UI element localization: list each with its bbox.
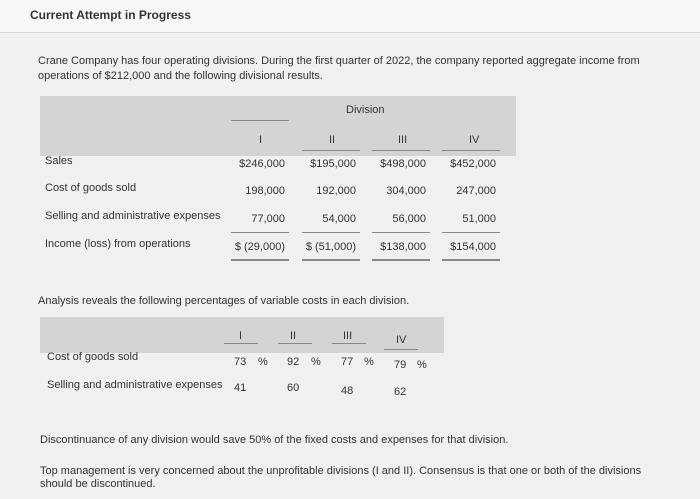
col-header-iii: III [398, 134, 408, 146]
cell-income-ii: $ (51,000) [305, 241, 356, 253]
cell-sa-i: 77,000 [251, 213, 285, 225]
division-label: Division [346, 104, 385, 116]
t2-cogs-iv: 79 [394, 359, 407, 371]
t2-header-rule-ii [278, 343, 312, 344]
attempt-header [0, 0, 700, 33]
t2-cogs-iii: 77 [341, 356, 354, 368]
t2-sa-iii: 48 [341, 385, 354, 397]
t2-sa-ii: 60 [287, 382, 300, 394]
t2-col-header-iii: III [343, 330, 353, 342]
cell-sa-iv: 51,000 [462, 213, 496, 225]
cell-cogs-ii: 192,000 [316, 185, 356, 197]
col-header-rule-i [231, 120, 289, 121]
t2-col-header-ii: II [290, 330, 297, 342]
t2-header-rule-iii [332, 343, 366, 344]
cell-sales-iv: $452,000 [450, 158, 496, 170]
subtotal-rule-ii [302, 232, 360, 233]
t2-cogs-iv-percent: % [417, 359, 427, 371]
cell-sales-i: $246,000 [239, 158, 285, 170]
problem-intro: Crane Company has four operating divisions. During the first quarter of 2022, the company reported aggregate income from operations of $212,000 and the following divisional results. [38, 55, 640, 82]
cell-cogs-iv: 247,000 [456, 185, 496, 197]
cell-income-iii: $138,000 [380, 241, 426, 253]
cell-income-i: $ (29,000) [234, 241, 285, 253]
col-header-rule-ii [302, 150, 360, 151]
total-rule-iv [442, 259, 500, 261]
t2-row-label-selling-admin: Selling and administrative expenses [47, 379, 223, 391]
cell-cogs-i: 198,000 [245, 185, 285, 197]
row-label-selling-admin: Selling and administrative expenses [45, 210, 221, 222]
col-header-ii: II [329, 134, 336, 146]
col-header-rule-iii [372, 150, 430, 151]
footer-note-management: Top management is very concerned about the unprofitable divisions (I and II). Consensus is that one or both of the divisions should be discontinued. [40, 465, 642, 490]
cell-sa-iii: 56,000 [392, 213, 426, 225]
cell-income-iv: $154,000 [450, 241, 496, 253]
row-label-income: Income (loss) from operations [45, 238, 191, 250]
col-header-rule-iv [442, 150, 500, 151]
t2-cogs-i-percent: % [258, 356, 268, 368]
subtotal-rule-iii [372, 232, 430, 233]
analysis-text: Analysis reveals the following percentages of variable costs in each division. [38, 295, 410, 307]
col-header-i: I [259, 134, 263, 146]
cell-sales-iii: $498,000 [380, 158, 426, 170]
cell-sales-ii: $195,000 [310, 158, 356, 170]
t2-col-header-iv: IV [396, 334, 407, 346]
t2-sa-i: 41 [234, 382, 247, 394]
t2-cogs-ii: 92 [287, 356, 300, 368]
row-label-cogs: Cost of goods sold [45, 182, 137, 194]
t2-cogs-iii-percent: % [364, 356, 374, 368]
t2-col-header-i: I [239, 330, 243, 342]
row-label-sales: Sales [45, 155, 73, 167]
t2-header-rule-i [224, 343, 258, 344]
t2-sa-iv: 62 [394, 386, 407, 398]
cell-sa-ii: 54,000 [322, 213, 356, 225]
attempt-status-title: Current Attempt in Progress [30, 8, 191, 22]
total-rule-ii [302, 259, 360, 261]
division-table-header [40, 96, 516, 156]
subtotal-rule-i [231, 232, 289, 233]
col-header-iv: IV [469, 134, 480, 146]
subtotal-rule-iv [442, 232, 500, 233]
t2-cogs-i: 73 [234, 356, 247, 368]
footer-note-savings: Discontinuance of any division would save 50% of the fixed costs and expenses for that division. [40, 434, 509, 446]
t2-header-rule-iv [384, 349, 418, 350]
cell-cogs-iii: 304,000 [386, 185, 426, 197]
t2-cogs-ii-percent: % [311, 356, 321, 368]
t2-row-label-cogs: Cost of goods sold [47, 351, 139, 363]
total-rule-i [231, 259, 289, 261]
total-rule-iii [372, 259, 430, 261]
